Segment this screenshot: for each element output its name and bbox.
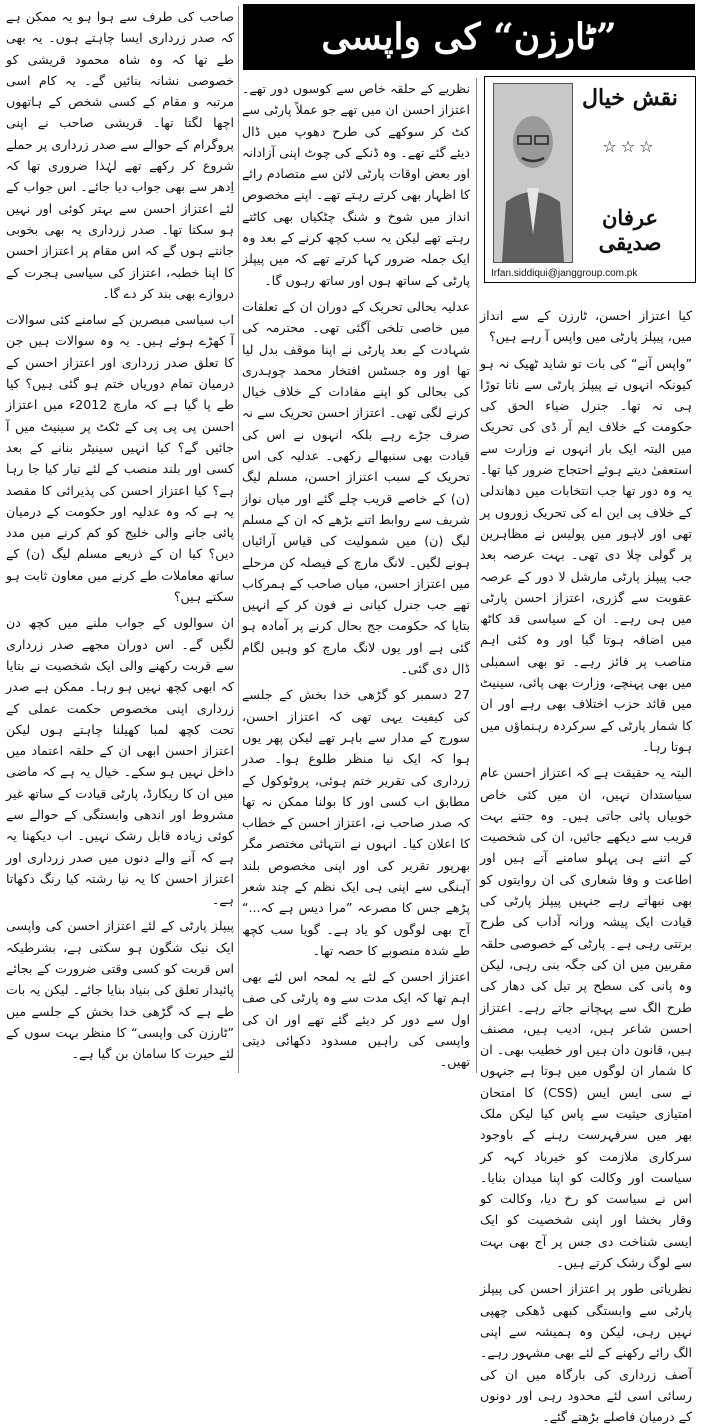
- paragraph: البتہ یہ حقیقت ہے کہ اعتزاز احسن عام سیاستدان نہیں، ان میں کئی خاص خوبیاں پائی جاتی ہیں۔ وہ جتنے بہت قریب سے دیکھے جائیں، ان کی شخصیت کے اتنے ہی پہلو سامنے آتے ہیں اور اطاعت و وفا شعاری کی ان روایتوں کو بھی نبھاتے رہے جنہیں پیپلز پارٹی کی قیادت ایک پیشہ ورانہ آداب کی طرح برتتی رہی ہے۔ پارٹی کے خصوصی حلقہ مقربین میں ان کی جگہ بنی رہی، لیکن وہ پانی کی سطح پر تیل کی دھار کی طرح الگ سے پہچانے جاتے رہے۔ اعتزاز احسن شاعر ہیں، ادیب ہیں، مصنف ہیں، قانون دان ہیں اور خطیب بھی۔ ان کا شمار ان لوگوں میں ہوتا ہے جنہوں نے سی ایس ایس (CSS) کا امتحان امتیازی حیثیت سے پاس کیا لیکن ملک بھر میں سرفہرست رہنے کے باوجود سرکاری ملازمت کو خیرباد کہہ کر سیاست اور وکالت کو اپنا میدان بنایا۔ اس نے سیاست کو رخ دیا، وکالت کو وقار بخشا اور اپنی شخصیت کو ایک ایسی شناخت دی جس پر آج بھی بہت سے لوگ رشک کرتے ہیں۔: [480, 765, 693, 1271]
- column-name: نقش خیال: [582, 85, 678, 111]
- author-name: عرفان صدیقی: [598, 205, 662, 255]
- paragraph: ان سوالوں کے جواب ملنے میں کچھ دن لگیں گے۔ اس دوران مجھے صدر زرداری سے قربت رکھنے والی ایک شخصیت نے بتایا کہ ابھی کچھ نہیں ہو رہا۔ ممکن ہے صدر زرداری اپنی مخصوص حکمت عملی کے تحت کچھ لمبا کھیلنا چاہتے ہوں لیکن اعتزاز احسن ابھی ان کے حلقہ اعتماد میں داخل نہیں ہو سکے۔ خیال یہ ہے کہ ماضی میں ان کا ریکارڈ، پارٹی قیادت کے ساتھ غیر مشروط اور اندھی وابستگی کے حوالے سے کوئی زیادہ قابل رشک نہیں۔ اب دیکھنا یہ ہے کہ آنے والے دنوں میں صدر زرداری اور اعتزاز احسن کا یہ نیا رشتہ کیا رنگ دکھاتا ہے۔: [6, 615, 234, 908]
- headline: ”ٹارزن“ کی واپسی: [243, 4, 695, 70]
- article-column-right: [480, 305, 693, 1425]
- article-column-left: [6, 6, 234, 1073]
- paragraph: عدلیہ بحالی تحریک کے دوران ان کے تعلقات میں خاصی تلخی آگئی تھی۔ محترمہ کی شہادت کے بعد پارٹی نے اپنا موقف بدل لیا تھا اور وہ جسٹس افتخار محمد چوہدری کی بحالی کو اپنے مفادات کے خلاف خیال کرنے لگی تھی۔ اعتزاز احسن تحریک سے نہ صرف جڑے رہے بلکہ انہوں نے اس کی قیادت بھی سنبھالے رکھی۔ عدلیہ کی اس تحریک کے سبب اعتزاز احسن، مسلم لیگ (ن) کے خاصے قریب چلے گئے اور میاں نواز شریف سے روابط اتنے بڑھے کہ ان کے مسلم لیگ (ن) میں شمولیت کی قیاس آرائیاں ہونے لگیں۔ لانگ مارچ کے فیصلہ کن مرحلے میں اعتزاز احسن، میاں صاحب کے ہمرکاب تھے جب جنرل کیانی نے فون کر کے انہیں بتایا کہ حکومت جج بحال کرنے پر آمادہ ہو گئی ہے اور یوں لانگ مارچ کو وہیں لگام ڈال دی گئی۔: [242, 298, 470, 677]
- paragraph: کیا اعتزاز احسن، ٹارزن کے سے انداز میں، پیپلز پارٹی میں واپس آ رہے ہیں؟: [480, 308, 692, 345]
- paragraph: اب سیاسی مبصرین کے سامنے کئی سوالات آ کھڑے ہوئے ہیں۔ یہ وہ سوالات ہیں جن کا تعلق صدر زرداری اور اعتزاز احسن کے درمیان تمام دوریاں ختم ہو گئی ہیں؟ کیا طے پا گیا ہے کہ مارچ 2012ء میں اعتزاز احسن پی پی پی کے ٹکٹ پر سینیٹ میں آ جائیں گے؟ کیا انہیں سینیٹر بنانے کے بعد کسی اور بلند منصب کے لئے تیار کیا جا رہا ہے؟ کیا اعتزاز احسن کی پذیرائی کا مقصد یہ ہے کہ وہ عدلیہ اور حکومت کے درمیان پائی جانے والی خلیج کو کم کرنے میں مدد دیں؟ کیا ان کے ذریعے مسلم لیگ (ن) کے ساتھ معاملات طے کرنے میں معاون ثابت ہو سکتے ہیں؟: [6, 312, 235, 605]
- paragraph: صاحب کی طرف سے ہوا ہو یہ ممکن ہے کہ صدر زرداری ایسا چاہتے ہوں۔ یہ بھی طے تھا کہ وہ شاہ محمود قریشی کو خصوصی نشانہ بنائیں گے۔ یہ کام اسی مرتبہ و مقام کے کسی شخص کے ہاتھوں اچھا لگتا تھا۔ قریشی صاحب نے اپنی پروگرام کے حوالے سے صدر زرداری پر حملے شروع کر رکھے تھے لہٰذا ضروری تھا کہ اِدھر سے بھی جواب دیا جائے۔ اس جواب کے لئے اعتزاز احسن سے بہتر کوئی اور نہیں ہو سکتا تھا۔ صدر زرداری یہ بھی بخوبی جانتے ہوں گے کہ اس مقام پر اعتزاز احسن کا اپنا خطبہ، اعتزاز کی سیاسی ہجرت کے دروازے بھی بند کر دے گا۔: [6, 9, 234, 301]
- paragraph: 27 دسمبر کو گڑھی خدا بخش کے جلسے کی کیفیت یہی تھی کہ اعتزاز احسن، سورج کے مدار سے باہر تھے لیکن پھر یوں ہوا کہ ایک نیا منظر طلوع ہوا۔ صدر زرداری کی تقریر ختم ہوئی، پروٹوکول کے مطابق اب کسی اور کا بولنا ممکن نہ تھا کہ صدر صاحب نے، اعتزاز احسن کے خطاب کا اعلان کیا۔ انہوں نے انتہائی مختصر مگر بھرپور تقریر کی اور اپنی مخصوص بلند آہنگی سے اپنی ہی ایک نظم کے چند شعر پڑھے جس کا مصرعہ ”مرا دیس ہے کہ...“ آج بھی لوگوں کو یاد ہے۔ گویا سب کچھ طے شدہ منصوبے کا حصہ تھا۔: [242, 687, 470, 958]
- paragraph: نظریے کے حلقہ خاص سے کوسوں دور تھے۔ اعتزاز احسن ان میں تھے جو عملاً پارٹی سے کٹ کر سوکھے کی طرح دھوپ میں ڈال دیئے گئے تھے۔ وہ ڈنکے کی چوٹ اپنی آزادانہ اور بعض اوقات پارٹی لائن سے متصادم رائے کا اظہار بھی کرتے رہتے تھے۔ اپنے مخصوص انداز میں شوخ و شنگ چٹکیاں بھی کاٹتے رہتے تھے لیکن یہ سب کچھ کرنے کے بعد وہ ایک جملہ ضرور کہا کرتے تھے کہ میں پیپلز پارٹی کے ساتھ ہوں اور ساتھ رہوں گا۔: [242, 81, 470, 288]
- column-divider: [476, 78, 477, 1073]
- author-photo: [493, 83, 573, 263]
- article-column-middle: [242, 78, 470, 1073]
- paragraph: اعتزاز احسن کے لئے یہ لمحہ اس لئے بھی اہم تھا کہ ایک مدت سے وہ پارٹی کی صف اول سے دور کر دیئے گئے تھے اور ان کی واپسی کی راہیں مسدود دکھائی دیتی تھیں۔: [242, 969, 470, 1070]
- author-email[interactable]: Irfan.siddiqui@janggroup.com.pk: [491, 268, 638, 279]
- paragraph: نظریاتی طور پر اعتزاز احسن کی پیپلز پارٹی سے وابستگی کبھی ڈھکی چھپی نہیں رہی، لیکن وہ ہمیشہ سے اپنی الگ رائے رکھنے کے لئے بھی مشہور رہے۔ آصف زرداری کی بارگاہ میں ان کی رسائی اسی لئے محدود رہی اور دونوں کے درمیان فاصلے بڑھتے گئے۔: [480, 1281, 692, 1425]
- column-divider: [238, 6, 239, 1073]
- byline-box: [484, 76, 696, 283]
- rating-stars: ☆☆☆: [602, 137, 658, 156]
- paragraph: پیپلز پارٹی کے لئے اعتزاز احسن کی واپسی ایک نیک شگون ہو سکتی ہے، بشرطیکہ اس قربت کو کسی وقتی ضرورت کے بجائے پائیدار تعلق کی بنیاد بنایا جائے۔ لیکن یہ بات طے ہے کہ گڑھی خدا بخش کے جلسے میں ”ٹارزن کی واپسی“ کا منظر بہت سوں کے لئے حیرت کا سامان بن گیا ہے۔: [6, 918, 234, 1062]
- paragraph: ”واپس آنے“ کی بات تو شاید ٹھیک نہ ہو کیونکہ انہوں نے پیپلز پارٹی سے ناتا توڑا ہی نہ تھا۔ جنرل ضیاء الحق کی حکومت کے خلاف ایم آر ڈی کی تحریک میں البتہ ایک بار انہوں نے وزارت سے استعفیٰ دیتے ہوئے احتجاج ضرور کیا تھا۔ یہ وہ دور تھا جب انتخابات میں دھاندلی کے خلاف پی این اے کی تحریک زوروں پر تھی اور لاہور میں پولیس نے مظاہرین پر گولی چلا دی تھی۔ بہت عرصہ بعد جب پیپلز پارٹی مارشل لا دور کے عرصہ عقوبت سے گزری، اعتزاز احسن پارٹی میں ہی رہے۔ ان کے سیاسی قد کاٹھ میں اضافہ ہوتا گیا اور وہ کئی اہم مناصب پر فائز رہے۔ تو بھی اسمبلی میں بھی پہنچے، وزارت بھی پائی، سینیٹ میں قائد حزب اختلاف بھی رہے اور ان کا شمار پارٹی کے سرکردہ رہنماؤں میں ہوتا رہا۔: [480, 355, 692, 754]
